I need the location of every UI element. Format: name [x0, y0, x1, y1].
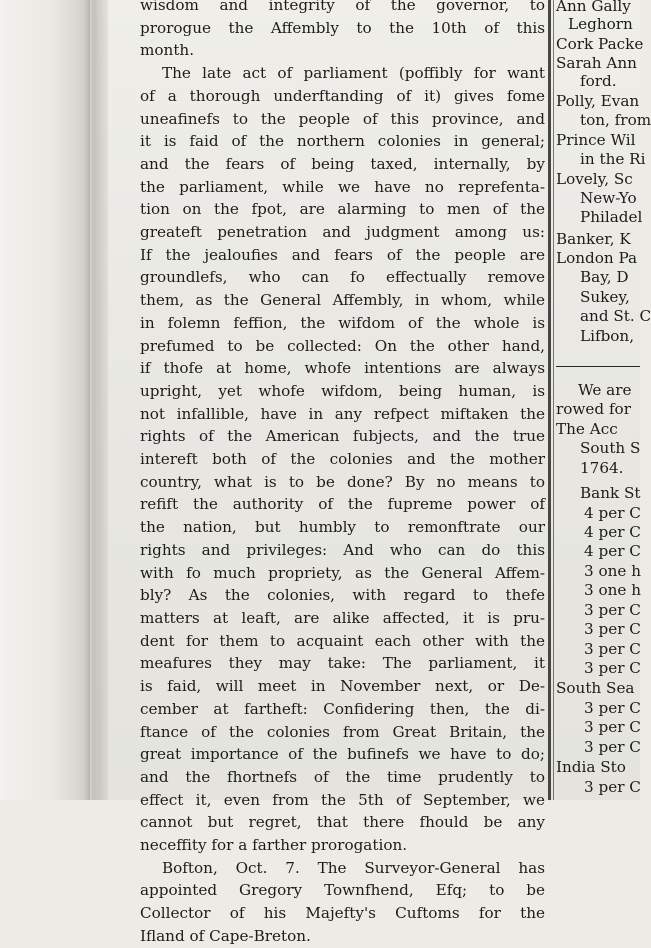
- shipping-list-line: 4 per C: [584, 542, 641, 560]
- shipping-list-line: Ann Gally: [556, 0, 631, 15]
- article-line: rights and privileges: And who can do this: [140, 540, 545, 559]
- shipping-list-line: Leghorn: [568, 15, 633, 33]
- article-line: and the fears of being taxed, internally, by: [140, 154, 545, 173]
- shipping-list-line: 3 per C: [584, 718, 641, 736]
- article-line: Ifland of Cape-Breton.: [140, 926, 311, 945]
- article-line: Bofton, Oct. 7. The Surveyor-General has: [162, 858, 545, 877]
- shipping-list-line: 3 per C: [584, 640, 641, 658]
- shipping-list-line: South S: [580, 439, 641, 457]
- shipping-list-line: New-Yo: [580, 189, 637, 207]
- column-divider-rule: [548, 0, 551, 800]
- article-line: the parliament, while we have no reprefenta-: [140, 177, 545, 196]
- shipping-list-line: 4 per C: [584, 523, 641, 541]
- article-line: matters at leaft, are alike affected, it is pru-: [140, 608, 545, 627]
- article-line: with fo much propriety, as the General Affem-: [140, 563, 545, 582]
- article-line: cannot but regret, that there fhould be any: [140, 813, 545, 832]
- shipping-list-line: Sarah Ann: [556, 54, 637, 72]
- page-gutter-left: [0, 0, 90, 800]
- shipping-list-line: 3 per C: [584, 699, 641, 717]
- shipping-list-line: Banker, K: [556, 230, 631, 248]
- article-line: country, what is to be done? By no means to: [140, 472, 545, 491]
- article-line: of a thorough underftanding of it) gives fome: [140, 86, 545, 105]
- article-line: tion on the fpot, are alarming to men of the: [140, 200, 545, 219]
- article-line: dent for them to acquaint each other with the: [140, 631, 545, 650]
- column-divider-rule-thin: [553, 0, 554, 800]
- article-line: appointed Gregory Townfhend, Efq; to be: [140, 881, 545, 900]
- shipping-list-line: 4 per C: [584, 504, 641, 522]
- shipping-list-line: Lovely, Sc: [556, 170, 633, 188]
- article-line: bly? As the colonies, with regard to thefe: [140, 586, 545, 605]
- shipping-list-line: 3 per C: [584, 778, 641, 796]
- section-rule: [556, 366, 640, 367]
- shipping-list-line: 3 per C: [584, 738, 641, 756]
- page-fold-shadow: [84, 0, 108, 800]
- article-line: effect it, even from the 5th of September, we: [140, 790, 545, 809]
- shipping-list-line: South Sea: [556, 679, 635, 697]
- shipping-list-line: Sukey,: [580, 288, 630, 306]
- shipping-list-line: in the Ri: [580, 150, 646, 168]
- article-line: prorogue the Affembly to the 10th of this: [140, 18, 545, 37]
- article-line: meafures they may take: The parliament, it: [140, 654, 545, 673]
- right-shipping-column: [556, 0, 651, 800]
- shipping-list-line: and St. C: [580, 307, 651, 325]
- shipping-list-line: 3 per C: [584, 601, 641, 619]
- article-line: upright, yet whofe wifdom, being human, is: [140, 381, 545, 400]
- shipping-list-line: 3 one h: [584, 581, 642, 599]
- article-line: The late act of parliament (poffibly for want: [162, 64, 545, 83]
- article-line: the nation, but humbly to remonftrate our: [140, 518, 545, 537]
- shipping-list-line: The Acc: [556, 420, 618, 438]
- article-line: prefumed to be collected: On the other hand,: [140, 336, 545, 355]
- shipping-list-line: Lifbon,: [580, 327, 635, 345]
- article-line: groundlefs, who can fo effectually remove: [140, 268, 545, 287]
- shipping-list-line: ton, from: [580, 111, 651, 129]
- shipping-list-line: 3 one h: [584, 562, 642, 580]
- article-line: greateft penetration and judgment among us:: [140, 223, 545, 242]
- shipping-list-line: 3 per C: [584, 659, 641, 677]
- article-line: ftance of the colonies from Great Britain, the: [140, 722, 545, 741]
- article-line: cember at fartheft: Confidering then, the di-: [140, 699, 545, 718]
- shipping-list-line: 1764.: [580, 459, 624, 477]
- shipping-list-line: Polly, Evan: [556, 92, 640, 110]
- article-line: great importance of the bufinefs we have to do;: [140, 745, 545, 764]
- shipping-list-line: Bay, D: [580, 268, 629, 286]
- article-line: if thofe at home, whofe intentions are always: [140, 359, 545, 378]
- article-line: Collector of his Majefty's Cuftoms for the: [140, 904, 545, 923]
- article-line: uneafinefs to the people of this province, and: [140, 109, 545, 128]
- shipping-list-line: Prince Wil: [556, 131, 636, 149]
- shipping-list-line: rowed for: [556, 400, 631, 418]
- article-line: month.: [140, 41, 195, 60]
- main-article-column: [140, 0, 545, 948]
- article-line: not infallible, have in any refpect miftaken the: [140, 404, 545, 423]
- article-line: refift the authority of the fupreme power of: [140, 495, 545, 514]
- shipping-list-line: ford.: [580, 72, 617, 90]
- article-line: in folemn feffion, the wifdom of the whole is: [140, 313, 545, 332]
- shipping-list-line: Philadel: [580, 208, 643, 226]
- article-line: them, as the General Affembly, in whom, while: [140, 291, 545, 310]
- shipping-list-line: 3 per C: [584, 620, 641, 638]
- shipping-list-line: India Sto: [556, 758, 626, 776]
- article-line: and the fhortnefs of the time prudently to: [140, 767, 545, 786]
- article-line: wisdom and integrity of the governor, to: [140, 0, 545, 14]
- shipping-list-line: London Pa: [556, 249, 638, 267]
- shipping-list-line: We are: [578, 381, 632, 399]
- article-line: is faid, will meet in November next, or De-: [140, 677, 545, 696]
- shipping-list-line: Bank St: [580, 484, 641, 502]
- article-line: rights of the American fubjects, and the true: [140, 427, 545, 446]
- article-line: intereft both of the colonies and the mother: [140, 450, 545, 469]
- article-line: neceffity for a farther prorogation.: [140, 836, 408, 855]
- article-line: it is faid of the northern colonies in general;: [140, 132, 545, 151]
- article-line: If the jealoufies and fears of the people are: [140, 245, 545, 264]
- shipping-list-line: Cork Packe: [556, 35, 644, 53]
